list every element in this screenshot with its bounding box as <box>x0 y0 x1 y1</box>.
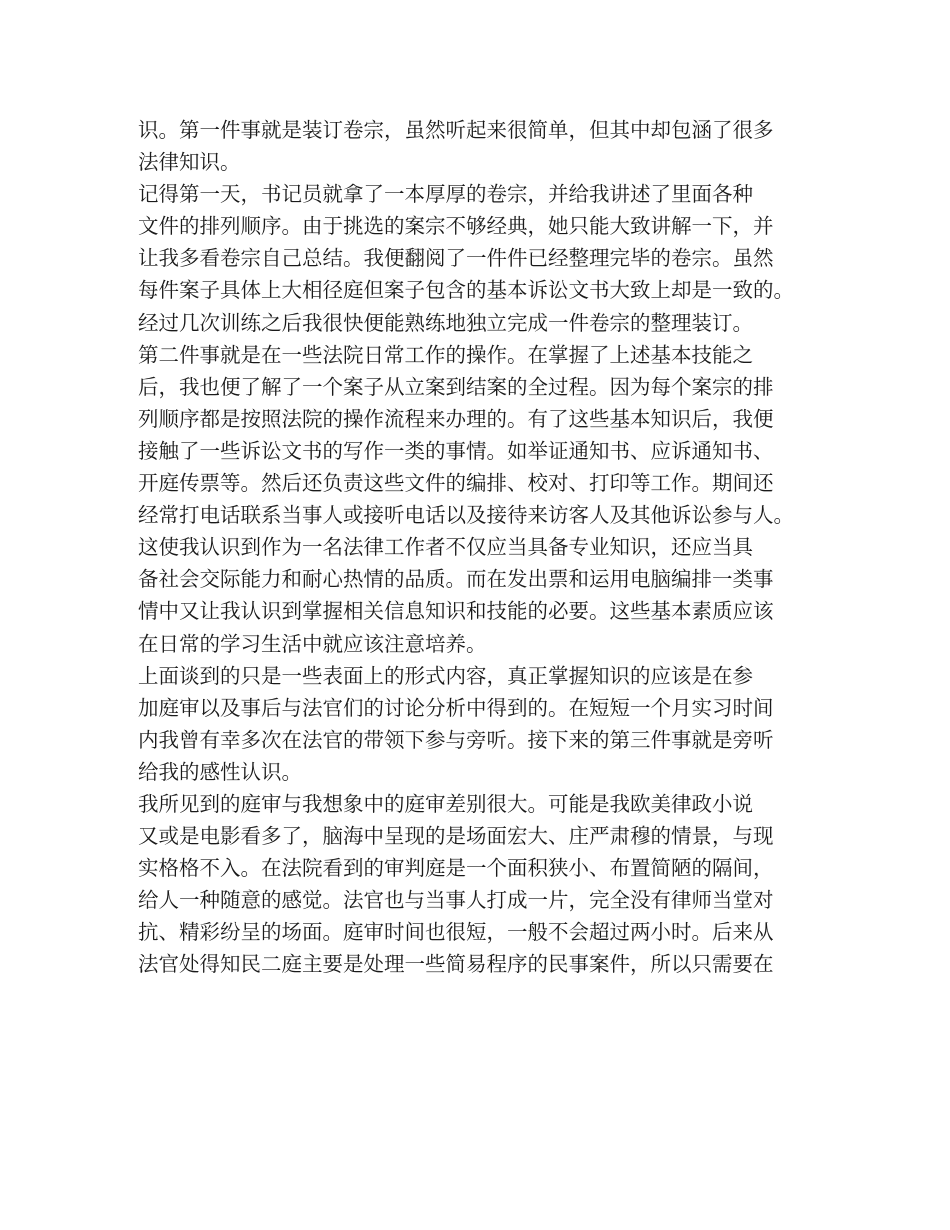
text-line: 我所见到的庭审与我想象中的庭审差别很大。可能是我欧美律政小说 <box>138 791 753 816</box>
text-line: 后，我也便了解了一个案子从立案到结案的全过程。因为每个案宗的排 <box>138 374 774 399</box>
text-line: 给人一种随意的感觉。法官也与当事人打成一片，完全没有律师当堂对 <box>138 888 774 913</box>
text-line: 法律知识。 <box>138 150 241 175</box>
text-line: 经过几次训练之后我很快便能熟练地独立完成一件卷宗的整理装订。 <box>138 310 753 335</box>
text-line: 上面谈到的只是一些表面上的形式内容，真正掌握知识的应该是在参 <box>138 663 753 688</box>
text-line: 法官处得知民二庭主要是处理一些简易程序的民事案件，所以只需要在 <box>138 952 774 977</box>
text-line: 开庭传票等。然后还负责这些文件的编排、校对、打印等工作。期间还 <box>138 471 774 496</box>
text-line: 又或是电影看多了，脑海中呈现的是场面宏大、庄严肃穆的情景，与现 <box>138 824 774 849</box>
text-line: 情中又让我认识到掌握相关信息知识和技能的必要。这些基本素质应该 <box>138 599 774 624</box>
text-line: 经常打电话联系当事人或接听电话以及接待来访客人及其他诉讼参与人。 <box>138 503 794 528</box>
body-text <box>138 114 838 981</box>
text-line: 内我曾有幸多次在法官的带领下参与旁听。接下来的第三件事就是旁听 <box>138 727 774 752</box>
text-line: 抗、精彩纷呈的场面。庭审时间也很短，一般不会超过两小时。后来从 <box>138 920 774 945</box>
text-line: 文件的排列顺序。由于挑选的案宗不够经典，她只能大致讲解一下，并 <box>138 214 774 239</box>
text-line: 实格格不入。在法院看到的审判庭是一个面积狭小、布置简陋的隔间， <box>138 856 774 881</box>
text-line: 在日常的学习生活中就应该注意培养。 <box>138 631 487 656</box>
text-line: 接触了一些诉讼文书的写作一类的事情。如举证通知书、应诉通知书、 <box>138 438 774 463</box>
text-line: 给我的感性认识。 <box>138 759 302 784</box>
text-line: 让我多看卷宗自己总结。我便翻阅了一件件已经整理完毕的卷宗。虽然 <box>138 246 774 271</box>
text-line: 每件案子具体上大相径庭但案子包含的基本诉讼文书大致上却是一致的。 <box>138 278 794 303</box>
text-line: 这使我认识到作为一名法律工作者不仅应当具备专业知识，还应当具 <box>138 535 753 560</box>
text-line: 记得第一天，书记员就拿了一本厚厚的卷宗，并给我讲述了里面各种 <box>138 182 753 207</box>
text-line: 列顺序都是按照法院的操作流程来办理的。有了这些基本知识后，我便 <box>138 406 774 431</box>
text-line: 加庭审以及事后与法官们的讨论分析中得到的。在短短一个月实习时间 <box>138 695 774 720</box>
text-line: 备社会交际能力和耐心热情的品质。而在发出票和运用电脑编排一类事 <box>138 567 774 592</box>
text-line: 第二件事就是在一些法院日常工作的操作。在掌握了上述基本技能之 <box>138 342 753 367</box>
text-line: 识。第一件事就是装订卷宗，虽然听起来很简单，但其中却包涵了很多 <box>138 118 774 142</box>
